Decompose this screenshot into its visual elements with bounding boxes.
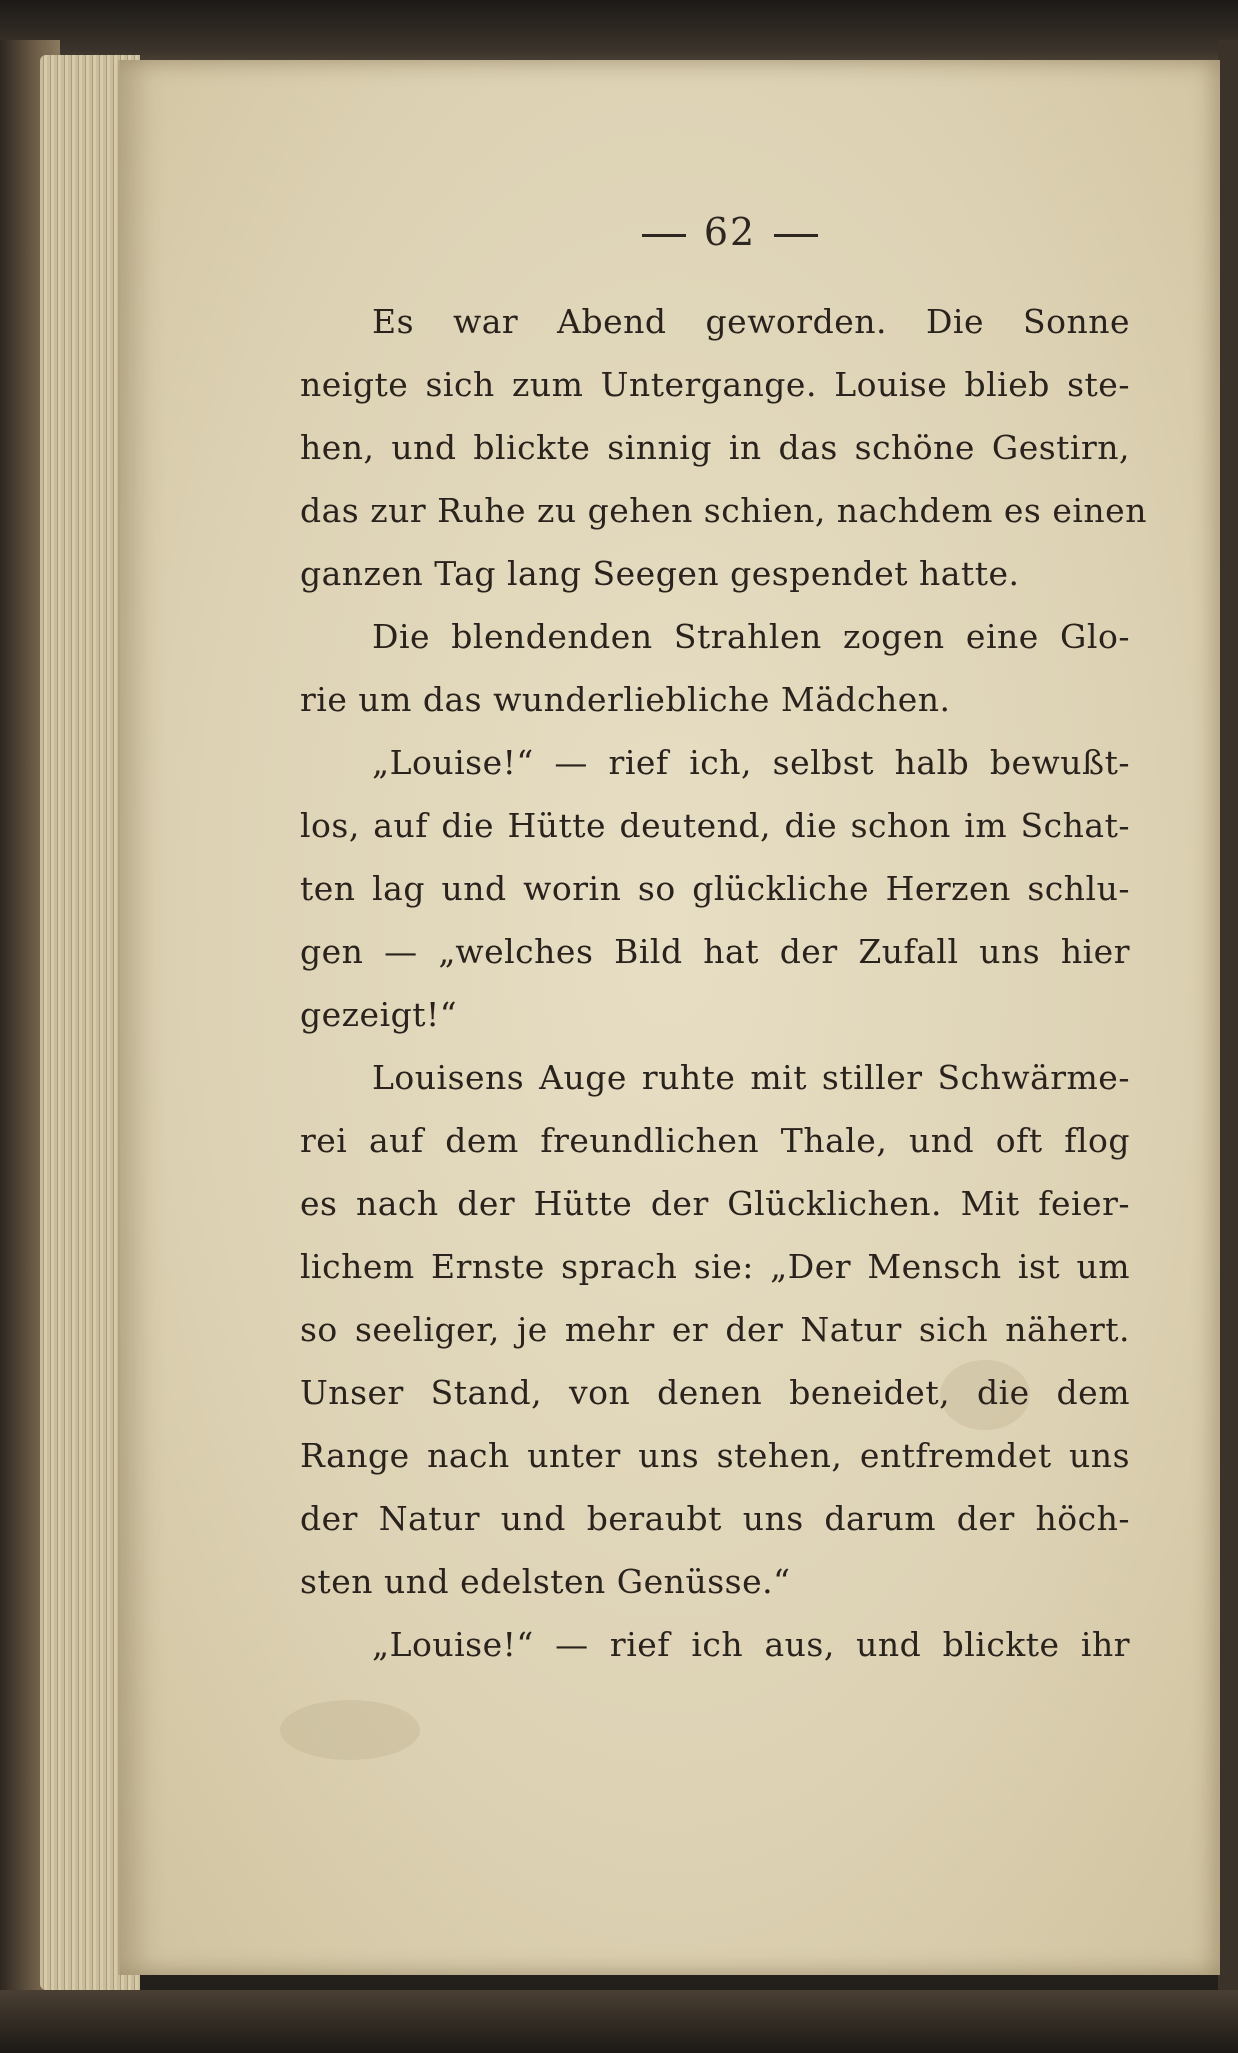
text-line: sten und edelsten Genüsse.“ xyxy=(300,1562,791,1601)
text-line: hen, und blickte sinnig in das schöne Gestirn, xyxy=(300,428,1130,467)
paragraph xyxy=(300,290,1147,605)
book-cover-right xyxy=(1218,40,1238,2000)
book-cover-bottom xyxy=(0,1990,1238,2053)
text-line: Unser Stand, von denen beneidet, die dem xyxy=(300,1373,1130,1412)
text-line: rei auf dem freundlichen Thale, und oft flog xyxy=(300,1121,1130,1160)
page-number-dash-right xyxy=(774,234,818,237)
page-number-dash-left xyxy=(642,234,686,237)
text-line: gezeigt!“ xyxy=(300,995,458,1034)
page-number-value: 62 xyxy=(703,210,757,254)
paragraph xyxy=(300,605,1130,731)
text-line: Range nach unter uns stehen, entfremdet uns xyxy=(300,1436,1130,1475)
text-line: es nach der Hütte der Glücklichen. Mit feier- xyxy=(300,1184,1130,1223)
text-line: Es war Abend geworden. Die Sonne xyxy=(372,302,1130,341)
text-line: rie um das wunderliebliche Mädchen. xyxy=(300,680,951,719)
text-line: lichem Ernste sprach sie: „Der Mensch ist um xyxy=(300,1247,1130,1286)
text-line: so seeliger, je mehr er der Natur sich nähert. xyxy=(300,1310,1130,1349)
paragraph xyxy=(300,731,1130,1046)
text-line: ganzen Tag lang Seegen gespendet hatte. xyxy=(300,554,1020,593)
text-line: das zur Ruhe zu gehen schien, nachdem es einen xyxy=(300,491,1147,530)
page-number xyxy=(600,210,860,254)
text-line: Louisens Auge ruhte mit stiller Schwärme- xyxy=(372,1058,1130,1097)
text-line: Die blendenden Strahlen zogen eine Glo- xyxy=(372,617,1130,656)
text-line: ten lag und worin so glückliche Herzen schlu- xyxy=(300,869,1130,908)
text-line: der Natur und beraubt uns darum der höch- xyxy=(300,1499,1130,1538)
text-line: gen — „welches Bild hat der Zufall uns hier xyxy=(300,932,1130,971)
paragraph xyxy=(300,1046,1130,1613)
text-line: los, auf die Hütte deutend, die schon im Schat- xyxy=(300,806,1130,845)
book-cover-top xyxy=(0,0,1238,62)
text-line: „Louise!“ — rief ich aus, und blickte ihr xyxy=(372,1625,1130,1664)
text-line: neigte sich zum Untergange. Louise blieb ste- xyxy=(300,365,1130,404)
body-text xyxy=(300,290,1147,1676)
paragraph xyxy=(300,1613,1130,1676)
text-line: „Louise!“ — rief ich, selbst halb bewußt- xyxy=(372,743,1130,782)
paper-stain xyxy=(280,1700,420,1760)
